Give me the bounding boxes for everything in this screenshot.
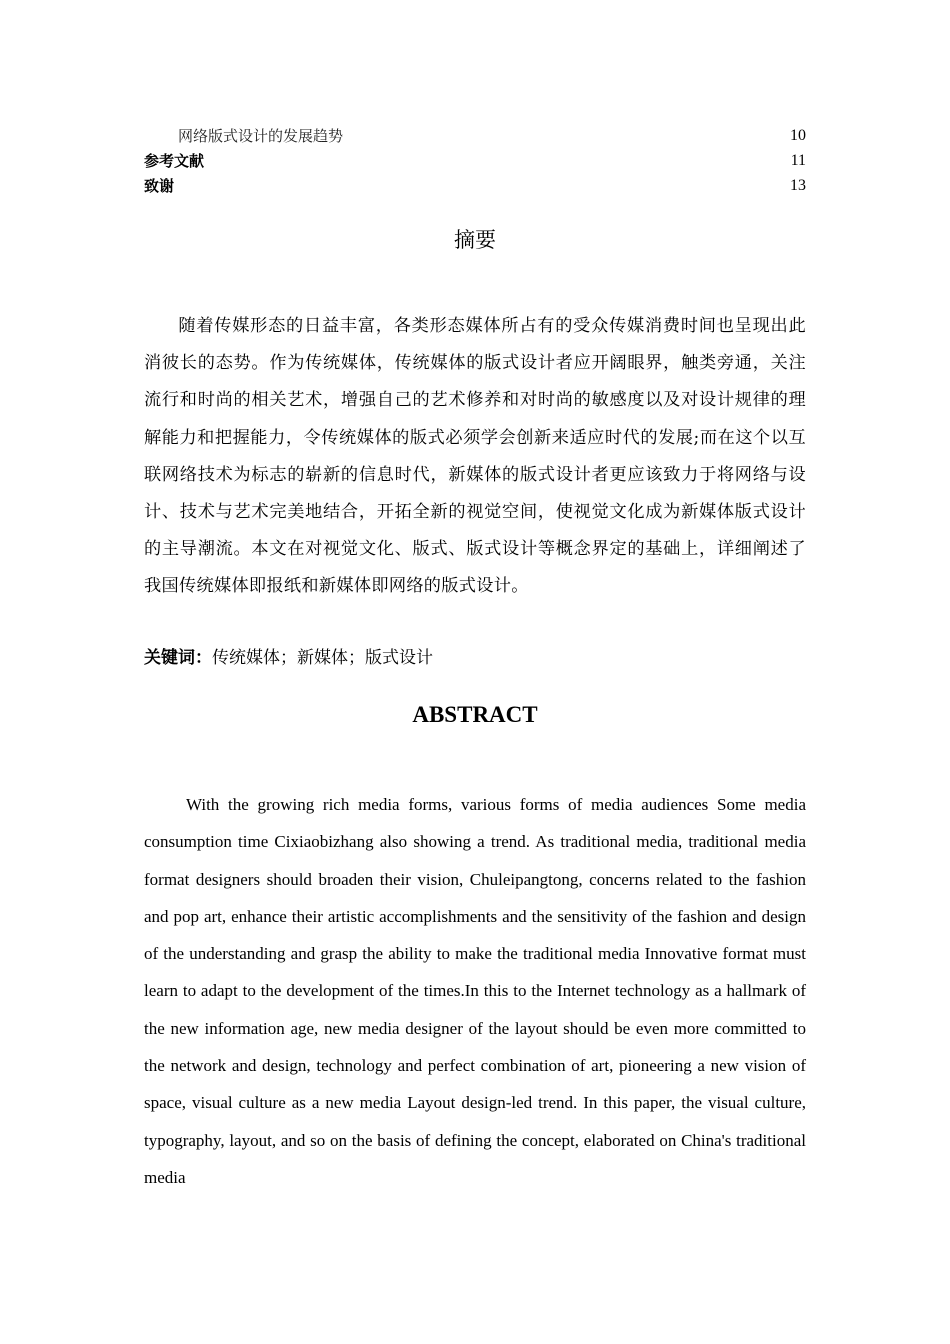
abstract-cn-body: 随着传媒形态的日益丰富，各类形态媒体所占有的受众传媒消费时间也呈现出此消彼长的态势。作为传统媒体，传统媒体的版式设计者应开阔眼界，触类旁通，关注流行和时尚的相关艺术，增强自己的艺术修养和对时尚的敏感度以及对设计规律的理解能力和把握能力，令传统媒体的版式必须学会创新来适应时代的发展;而在这个以互联网络技术为标志的崭新的信息时代，新媒体的版式设计者更应该致力于将网络与设计、技术与艺术完美地结合，开拓全新的视觉空间，使视觉文化成为新媒体版式设计的主导潮流。本文在对视觉文化、版式、版式设计等概念界定的基础上，详细阐述了我国传统媒体即报纸和新媒体即网络的版式设计。	[144, 316, 806, 597]
toc-entry-page: 13	[790, 177, 806, 194]
toc-entry[interactable]	[144, 124, 806, 148]
keywords-value: 传统媒体；新媒体；版式设计	[212, 648, 433, 668]
keywords-label: 关键词：	[144, 648, 212, 668]
abstract-en-heading: ABSTRACT	[412, 702, 538, 727]
keywords-line	[144, 644, 806, 672]
toc-entry-title: 网络版式设计的发展趋势	[178, 127, 344, 145]
toc-entry[interactable]	[144, 149, 806, 173]
toc-entry-title: 致谢	[144, 177, 175, 195]
toc-entry-page: 11	[790, 152, 806, 169]
abstract-cn-heading: 摘要	[454, 228, 496, 252]
toc-entry[interactable]	[144, 174, 806, 198]
toc-entry-title: 参考文献	[144, 152, 205, 170]
toc-entry-page: 10	[790, 127, 806, 144]
abstract-en-body: With the growing rich media forms, various forms of media audiences Some media consumption time Cixiaobizhang also showing a trend. As traditional media, traditional media format designers should broaden their vision, Chuleipangtong, concerns related to the fashion and pop art, enhance their artistic accomplishments and the sensitivity of the fashion and design of the understanding and grasp the ability to make the traditional media Innovative format must learn to adapt to the development of the times.In this to the Internet technology as a hallmark of the new information age, new media designer of the layout should be even more committed to the network and design, technology and perfect combination of art, pioneering a new vision of space, visual culture as a new media Layout design-led trend. In this paper, the visual culture, typography, layout, and so on the basis of defining the concept, elaborated on China's traditional media	[144, 795, 806, 1187]
